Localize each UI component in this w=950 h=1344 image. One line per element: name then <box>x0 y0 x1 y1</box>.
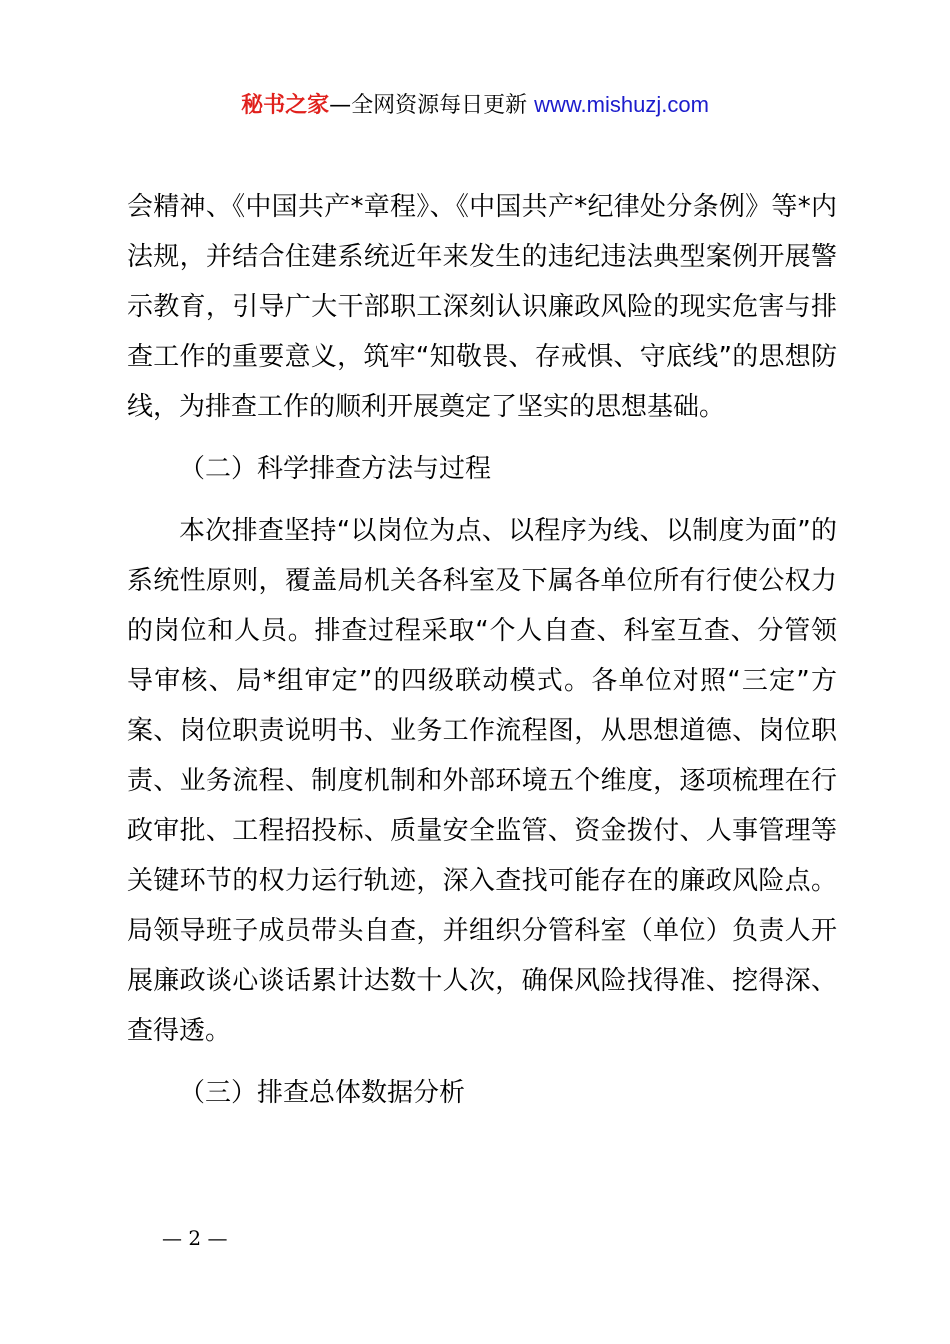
header-tagline: —全网资源每日更新 <box>329 93 535 118</box>
body-paragraph-continued: 会精神、《中国共产*章程》、《中国共产*纪律处分条例》等*内法规，并结合住建系统近年来发生的违纪违法典型案例开展警示教育，引导广大干部职工深刻认识廉政风险的现实危害与排查工作的重要意义，筑牢“知敬畏、存戒惧、守底线”的思想防线，为排查工作的顺利开展奠定了坚实的思想基础。 <box>127 192 837 422</box>
body-paragraph-method: 本次排查坚持“以岗位为点、以程序为线、以制度为面”的系统性原则，覆盖局机关各科室及下属各单位所有行使公权力的岗位和人员。排查过程采取“个人自查、科室互查、分管领导审核、局*组审定”的四级联动模式。各单位对照“三定”方案、岗位职责说明书、业务工作流程图，从思想道德、岗位职责、业务流程、制度机制和外部环境五个维度，逐项梳理在行政审批、工程招投标、质量安全监管、资金拨付、人事管理等关键环节的权力运行轨迹，深入查找可能存在的廉政风险点。局领导班子成员带头自查，并组织分管科室（单位）负责人开展廉政谈心谈话累计达数十人次，确保风险找得准、挖得深、查得透。 <box>127 516 837 1046</box>
section-heading-2: （二）科学排查方法与过程 <box>179 454 492 484</box>
brand-name: 秘书之家 <box>241 93 330 118</box>
page-number: — 2 — <box>162 1226 228 1250</box>
section-heading-3: （三）排查总体数据分析 <box>179 1078 466 1108</box>
site-url-link[interactable]: www.mishuzj.com <box>534 92 709 117</box>
page-header <box>0 88 950 123</box>
document-body <box>127 182 837 1118</box>
